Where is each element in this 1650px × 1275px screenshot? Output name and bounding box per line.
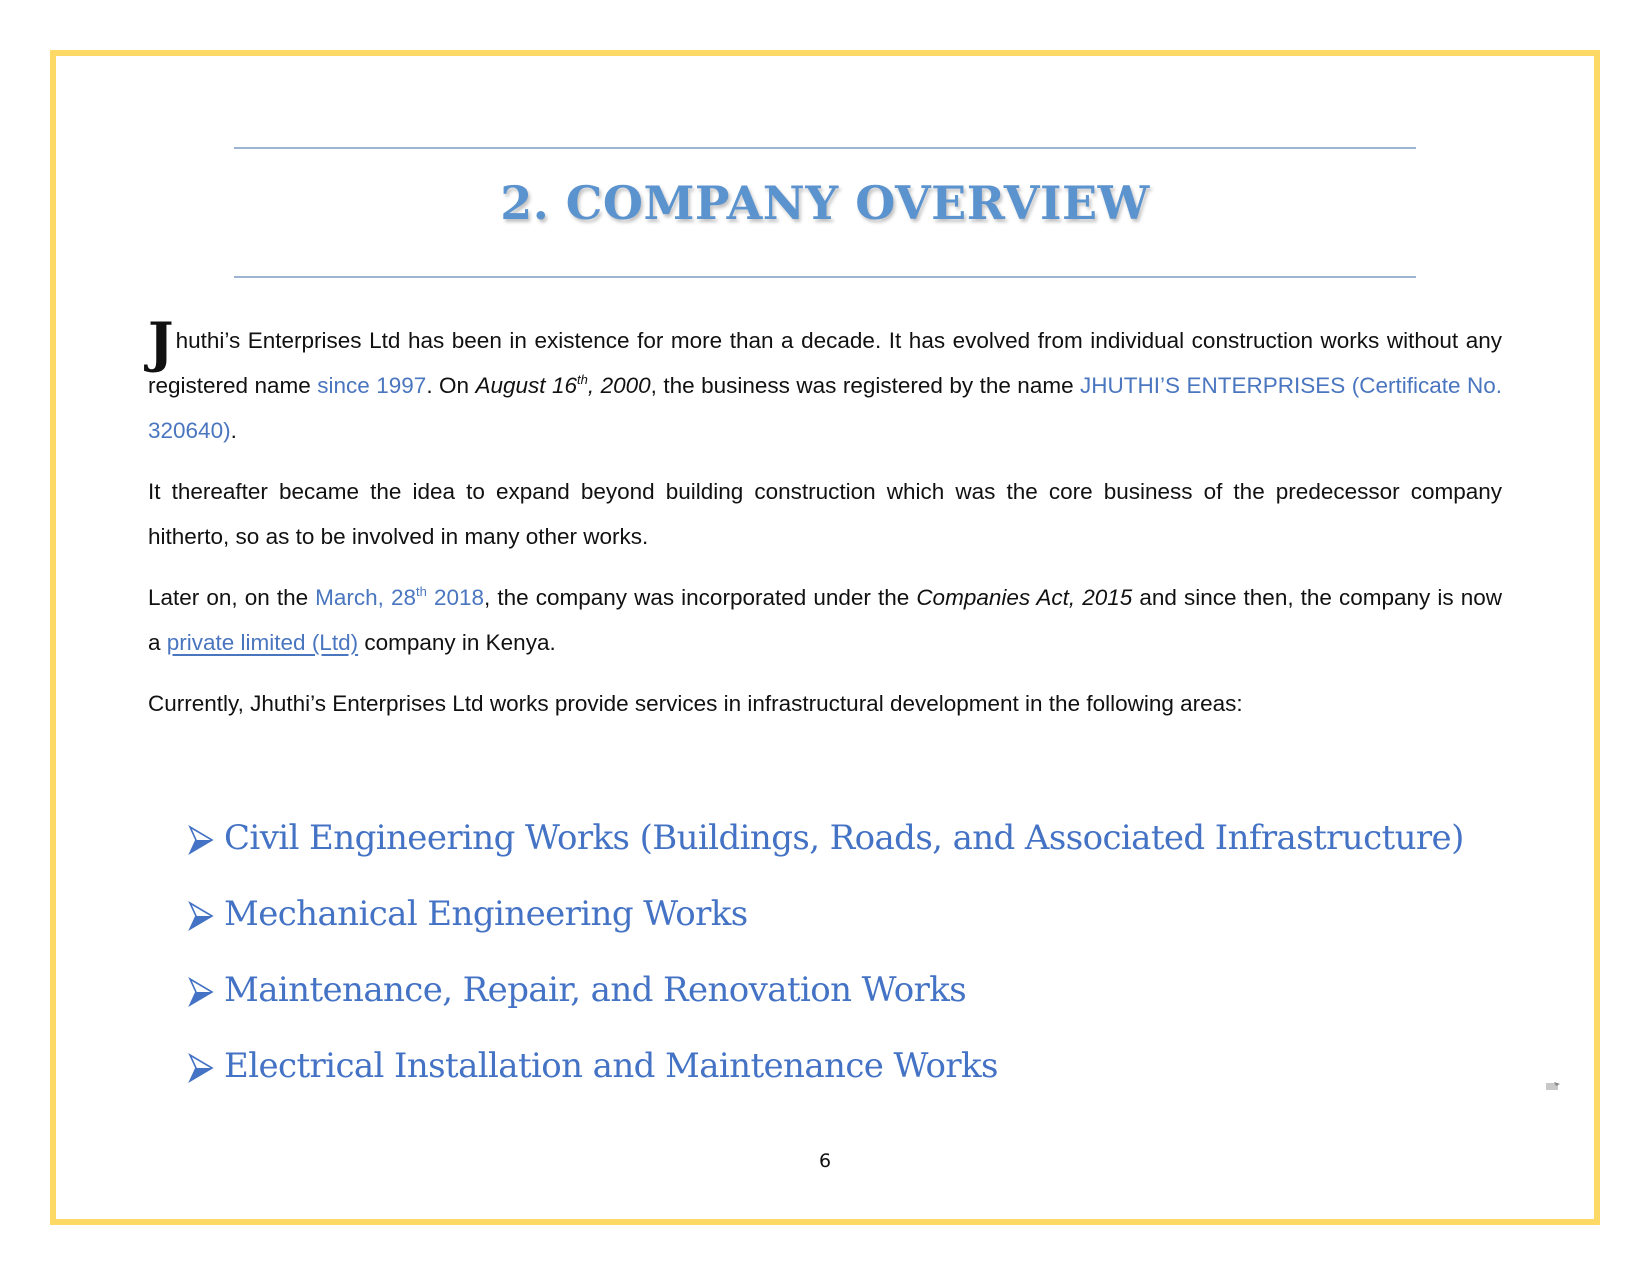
- paragraph-services-intro: Currently, Jhuthi’s Enterprises Ltd works provide services in infrastructural development in the following areas:: [148, 691, 1243, 716]
- service-item: [188, 1028, 1464, 1104]
- date-day: August 16: [475, 373, 578, 398]
- paragraph-history: [148, 310, 1502, 453]
- date-year: 2018: [426, 585, 485, 610]
- page-number: 6: [818, 1150, 832, 1172]
- service-label: Maintenance, Repair, and Renovation Works: [224, 970, 967, 1010]
- text: . On: [426, 373, 476, 398]
- service-label: Civil Engineering Works (Buildings, Roads, and Associated Infrastructure): [224, 818, 1464, 858]
- service-label: Mechanical Engineering Works: [224, 894, 748, 934]
- service-item: [188, 952, 1464, 1028]
- registration-date: [476, 373, 651, 398]
- ordinal-suffix: th: [416, 584, 427, 599]
- text: .: [230, 418, 237, 443]
- small-image-icon: [1546, 1082, 1560, 1091]
- arrow-bullet-icon: [188, 1053, 214, 1083]
- ordinal-suffix: th: [577, 372, 588, 387]
- text: company in Kenya.: [358, 630, 556, 655]
- services-list: [188, 800, 1464, 1104]
- paragraph-incorporation: [148, 575, 1502, 665]
- company-type-link[interactable]: private limited (Ltd): [166, 630, 359, 655]
- registered-name: JHUTHI’S ENTERPRISES (Certificate No. 320640): [148, 373, 1502, 443]
- arrow-bullet-icon: [188, 977, 214, 1007]
- text: Later on, on the: [148, 585, 316, 610]
- since-year-text: since 1997: [317, 373, 427, 398]
- title-top-rule: [234, 147, 1416, 149]
- body-text: [148, 310, 1502, 742]
- paragraph-expansion: It thereafter became the idea to expand beyond building construction which was the core business of the predecessor company hitherto, so as to be involved in many other works.: [148, 479, 1502, 549]
- title-bottom-rule: [234, 276, 1416, 278]
- service-item: [188, 876, 1464, 952]
- incorporation-date: [315, 585, 484, 610]
- page-title: 2. COMPANY OVERVIEW: [500, 176, 1150, 230]
- drop-cap: J: [148, 310, 174, 374]
- service-item: [188, 800, 1464, 876]
- text: and since then, the company is now a: [148, 585, 1502, 655]
- arrow-bullet-icon: [188, 825, 214, 855]
- text: huthi’s Enterprises Ltd has been in existence for more than a decade. It has evolved from individual construction works without any registered name: [148, 328, 1502, 398]
- text: , the company was incorporated under the: [484, 585, 917, 610]
- text: , the business was registered by the name: [650, 373, 1081, 398]
- date-year: , 2000: [587, 373, 651, 398]
- date-day: March, 28: [315, 585, 417, 610]
- service-label: Electrical Installation and Maintenance Works: [224, 1046, 998, 1086]
- arrow-bullet-icon: [188, 901, 214, 931]
- act-name: Companies Act, 2015: [916, 585, 1133, 610]
